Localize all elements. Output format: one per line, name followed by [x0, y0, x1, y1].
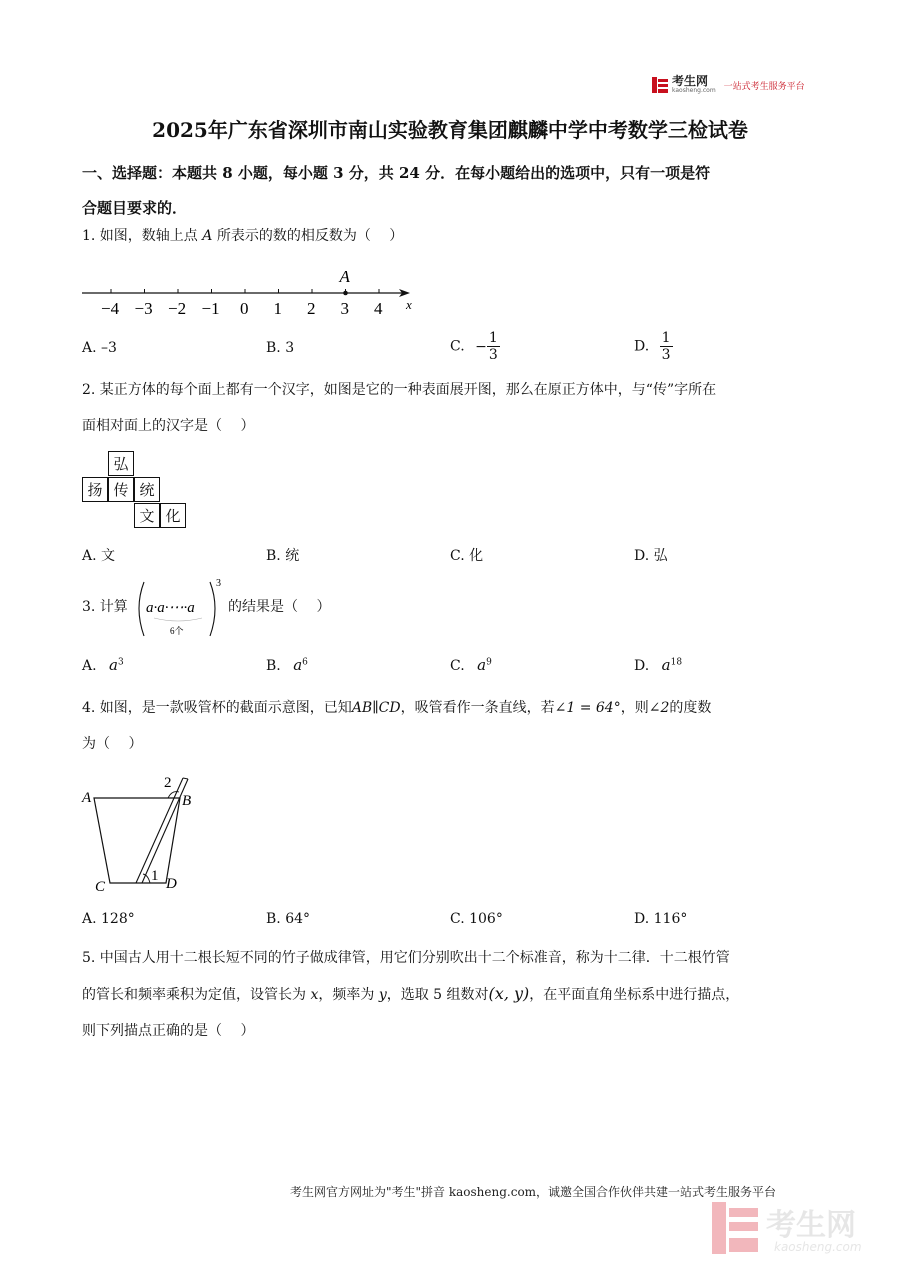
- option-2a[interactable]: A. 文: [82, 548, 116, 564]
- option-3a[interactable]: A. $a^3$: [82, 656, 124, 674]
- option-2c[interactable]: C. 化: [450, 548, 484, 564]
- net-cell: 弘: [108, 451, 134, 476]
- label-c: C: [95, 879, 106, 895]
- axis-x-label: x: [406, 297, 412, 312]
- option-1a[interactable]: A. –3: [82, 340, 117, 356]
- watermark-domain: kaosheng.com: [774, 1240, 862, 1254]
- straw-cup-figure: [80, 768, 220, 898]
- label-a: A: [82, 790, 92, 806]
- question-3-options: [82, 656, 822, 686]
- straw-top: [183, 778, 188, 779]
- straw-line-1: [136, 778, 183, 883]
- option-4d[interactable]: D. 116°: [634, 911, 688, 927]
- label-d: D: [166, 876, 177, 892]
- cube-net-figure: [82, 451, 192, 531]
- right-paren-icon: [210, 582, 215, 636]
- question-1-options: [82, 330, 822, 368]
- number-line-tick-label: −3: [134, 299, 153, 318]
- net-cell: 统: [134, 477, 160, 502]
- label-b: B: [182, 793, 192, 809]
- option-4c[interactable]: C. 106°: [450, 911, 503, 927]
- question-4-stem: 4. 如图，是一款吸管杯的截面示意图，已知AB∥CD，吸管看作一条直线，若∠1 = 64°，则∠2的度数 为（ ）: [82, 700, 712, 752]
- option-1c[interactable]: C. − $\frac{1}{3}$: [450, 330, 498, 363]
- net-cell: 扬: [82, 477, 108, 502]
- number-line-tick-label: 3: [340, 299, 349, 318]
- option-4a[interactable]: A. 128°: [82, 911, 135, 927]
- cup-outline: [94, 798, 180, 883]
- watermark-brand: 考生网: [766, 1208, 856, 1243]
- point-a-label: A: [339, 267, 350, 286]
- option-1b[interactable]: B. 3: [266, 340, 295, 356]
- logo-slogan: 一站式考生服务平台: [723, 81, 805, 92]
- option-2d[interactable]: D. 弘: [634, 548, 668, 564]
- number-line-tick-label: 2: [307, 299, 316, 318]
- logo-brand: 考生网 kaosheng.com: [672, 74, 716, 94]
- number-line-tick-label: 4: [374, 299, 383, 318]
- question-2-options: [82, 545, 822, 575]
- left-paren-icon: [139, 582, 144, 636]
- q3-power: 3: [216, 578, 221, 589]
- q3-expression: [134, 574, 226, 642]
- label-angle-2: 2: [164, 775, 172, 791]
- question-3-stem: 3. 计算 a·a·⋯·a 6个 3 的结果是（ ）: [82, 574, 382, 644]
- option-3d[interactable]: D. $a^{18}$: [634, 656, 683, 674]
- number-line-figure: [80, 262, 420, 322]
- question-4-options: [82, 911, 822, 941]
- watermark: [712, 1200, 882, 1260]
- point-a-marker: [343, 291, 348, 296]
- option-3c[interactable]: C. $a^9$: [450, 656, 492, 674]
- option-2b[interactable]: B. 统: [266, 548, 300, 564]
- number-line-tick-label: −1: [201, 299, 220, 318]
- watermark-logo-icon: [712, 1202, 758, 1254]
- question-1-stem: 1. 如图，数轴上点 A 所表示的数的相反数为（ ）: [82, 228, 404, 244]
- option-4b[interactable]: B. 64°: [266, 911, 311, 927]
- page-title: 2025年广东省深圳市南山实验教育集团麒麟中学中考数学三检试卷: [152, 118, 748, 142]
- number-line-tick-label: 0: [240, 299, 249, 318]
- option-3b[interactable]: B. $a^6$: [266, 656, 308, 674]
- label-angle-1: 1: [151, 868, 159, 884]
- q3-product: a·a·⋯·a: [146, 600, 195, 616]
- number-line-tick-label: 1: [273, 299, 282, 318]
- net-cell: 化: [160, 503, 186, 528]
- angle-2-arc: [168, 792, 179, 798]
- underbrace-icon: [154, 618, 202, 621]
- footer-text: 考生网官方网址为"考生"拼音 kaosheng.com，诚邀全国合作伙伴共建一站式考生服务平台: [290, 1185, 777, 1199]
- question-5-stem: 5. 中国古人用十二根长短不同的竹子做成律管，用它们分别吹出十二个标准音，称为十二律．十二根竹管 的管长和频率乘积为定值，设管长为 x，频率为 y，选取 5 组数对(x, y)，在平面直角坐标系中进行描点， 则下列描点正确的是（ ）: [82, 950, 740, 1039]
- option-1d[interactable]: D. $\frac{1}{3}$: [634, 330, 671, 363]
- net-cell: 文: [134, 503, 160, 528]
- question-2-stem: 2. 某正方体的每个面上都有一个汉字，如图是它的一种表面展开图，那么在原正方体中，与“传”字所在 面相对面上的汉字是（ ）: [82, 382, 717, 434]
- number-line-tick-label: −4: [101, 299, 120, 318]
- header-logo: [652, 74, 822, 96]
- net-cell: 传: [108, 477, 134, 502]
- q3-count: 6个: [170, 626, 184, 636]
- kaosheng-logo-icon: [652, 77, 668, 93]
- section-heading: 一、选择题：本题共 8 小题，每小题 3 分，共 24 分．在每小题给出的选项中，只有一项是符 合题目要求的．: [82, 164, 711, 217]
- number-line-tick-label: −2: [168, 299, 187, 318]
